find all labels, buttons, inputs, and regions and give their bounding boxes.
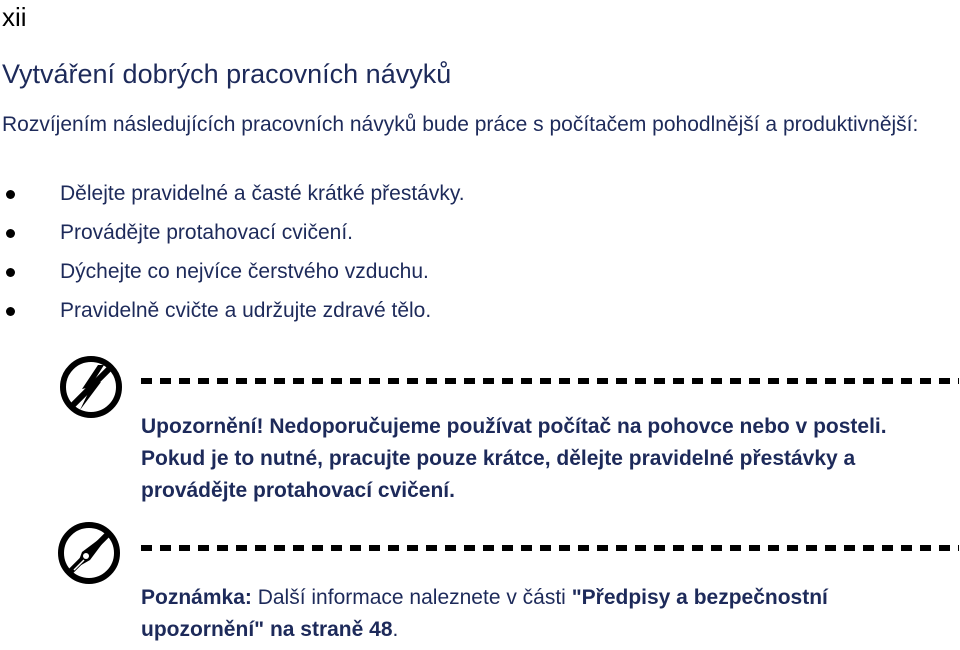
note-text bbox=[141, 582, 956, 646]
section-heading: Vytváření dobrých pracovních návyků bbox=[2, 59, 452, 89]
warning-divider bbox=[141, 378, 959, 384]
page-number: xii bbox=[2, 2, 27, 32]
bullet-icon bbox=[6, 229, 15, 238]
intro-paragraph: Rozvíjením následujících pracovních návyků bude práce s počítačem pohodlnější a produktivnější: bbox=[2, 113, 919, 136]
pen-note-icon bbox=[58, 522, 120, 584]
bullet-icon bbox=[6, 190, 15, 199]
note-body: Další informace naleznete v části bbox=[251, 586, 572, 609]
bullet-icon bbox=[6, 307, 15, 316]
warning-text: Upozornění! Nedoporučujeme používat počítač na pohovce nebo v posteli. Pokud je to nutné, pracujte pouze krátce, dělejte pravidelné přestávky a provádějte protahovací cvičení. bbox=[141, 415, 887, 502]
note-reference: "Předpisy a bezpečnostní upozornění" na straně 48 bbox=[141, 586, 828, 641]
note-end: . bbox=[392, 618, 399, 641]
note-divider bbox=[141, 545, 959, 551]
list-item-text: Pravidelně cvičte a udržujte zdravé tělo. bbox=[60, 299, 432, 322]
bullet-icon bbox=[6, 268, 15, 277]
list-item-text: Provádějte protahovací cvičení. bbox=[60, 221, 353, 244]
note-label: Poznámka: bbox=[141, 586, 252, 609]
list-item-text: Dělejte pravidelné a časté krátké přestávky. bbox=[60, 182, 465, 205]
list-item-text: Dýchejte co nejvíce čerstvého vzduchu. bbox=[60, 260, 429, 283]
lightning-warning-icon bbox=[60, 356, 122, 418]
